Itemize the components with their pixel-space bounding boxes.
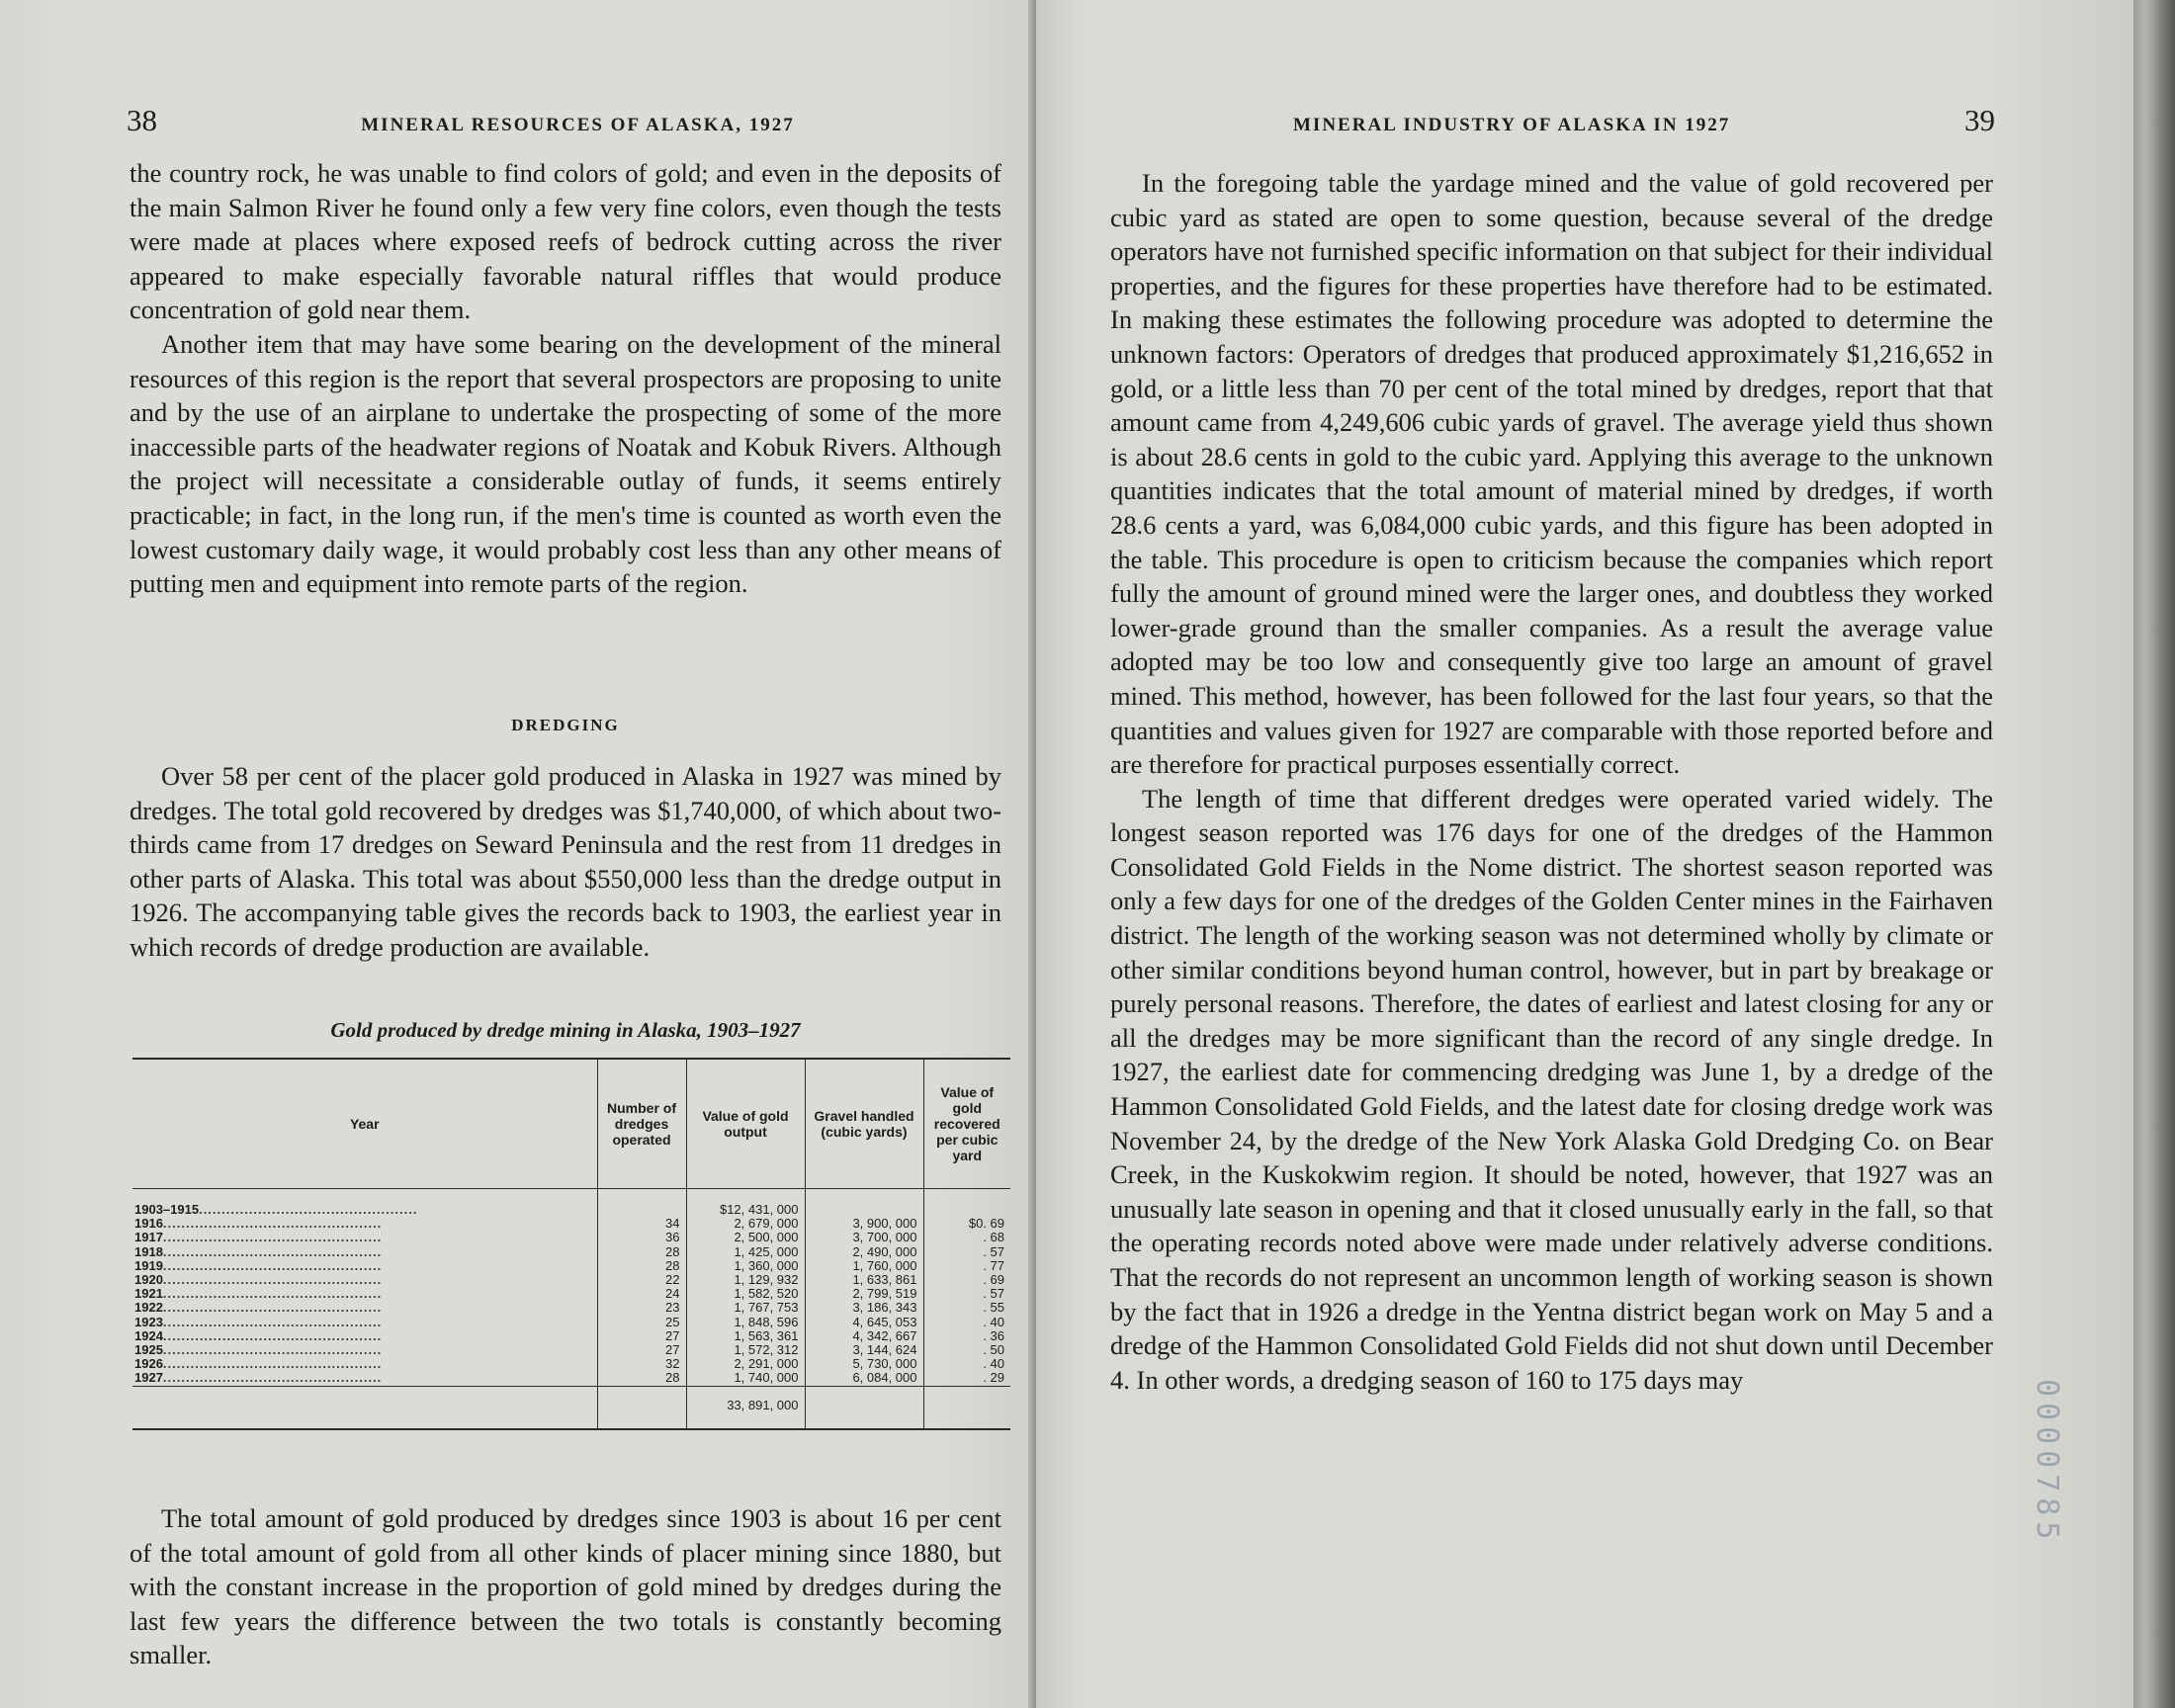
table-row (132, 1231, 1010, 1244)
table-caption: Gold produced by dredge mining in Alaska, 1903–1927 (330, 1018, 801, 1042)
table-cell: 36 (597, 1231, 686, 1244)
table-cell: $0. 69 (923, 1217, 1010, 1231)
table-cell: 1, 582, 520 (686, 1287, 805, 1301)
paragraph: the country rock, he was unable to find colors of gold; and even in the deposits of the main Salmon River he found only a few very fine colors, even though the tests were made at places where exposed reefs of bedrock cutting across the river appeared to make especially favorable natural riffles that would produce concentration of gold near them. (130, 158, 1001, 325)
table-cell: 1918................................................ (134, 1243, 383, 1259)
table-row (132, 1371, 1010, 1386)
table-cell: 27 (597, 1329, 686, 1343)
table-cell: 2, 490, 000 (805, 1245, 923, 1259)
table-row (132, 1287, 1010, 1301)
table-header-row (132, 1059, 1010, 1189)
table-cell: 1923................................................ (134, 1314, 383, 1329)
table-cell: 1916................................................ (134, 1216, 383, 1232)
table-cell: . 40 (923, 1316, 1010, 1329)
table-cell (597, 1189, 686, 1218)
table-cell: 4, 645, 053 (805, 1316, 923, 1329)
right-running-head (1234, 103, 1995, 142)
paragraph: Over 58 per cent of the placer gold produced in Alaska in 1927 was mined by dredges. The total gold recovered by dredges was $1,740,000, of which about two-thirds came from 17 dredges on Seward Peninsula and the rest from 11 dredges in other parts of Alaska. This total was about $550,000 less than the dredge output in 1926. The accompanying table gives the records back to 1903, the earliest year in which records of dredge production are available. (130, 761, 1001, 962)
header-dredges: Number of dredges operated (597, 1059, 686, 1189)
table-cell: 1927................................................ (134, 1370, 383, 1386)
paragraph: The length of time that different dredges were operated varied widely. The longest season reported was 176 days for one of the dredges of the Hammon Consolidated Gold Fields in the Nome district. The shortest season reported was only a few days for one of the dredges of the Golden Center mines in the Fairhaven district. The length of the working season was not determined wholly by climate or other similar conditions beyond human control, however, but in part by breakage or purely personal reasons. Therefore, the dates of earliest and latest closing for any or all the dredges may be more significant than the record of any single dredge. In 1927, the earliest date for commencing dredging was June 1, by a dredge of the Hammon Consolidated Gold Fields, and the latest date for closing dredge work was November 24, by the dredge of the New York Alaska Gold Dredging Co. on Bear Creek, in the Kuskokwim region. It should be noted, however, that 1927 was an unusually late season in opening and that it closed unusually early in the fall, so that the operating records noted above were made under relatively adverse conditions. That the records do not represent an uncommon length of working season is shown by the fact that in 1926 a dredge in the Yentna district began work on May 5 and a dredge of the Hammon Consolidated Gold Fields did not shut down until December 4. In other words, a dredging season of 160 to 175 days may (1110, 783, 1993, 1395)
left-running-title: MINERAL RESOURCES OF ALASKA, 1927 (361, 115, 795, 135)
paragraph: Another item that may have some bearing on the development of the mineral resources of this region is the report that several prospectors are proposing to unite and by the use of an airplane to undertake the prospecting of some of the more inaccessible parts of the headwater regions of Noatak and Kobuk Rivers. Although the project will necessitate a considerable outlay of funds, it seems entirely practicable; in fact, in the long run, if the men's time is counted as worth even the lowest customary daily wage, it would probably cost less than any other means of putting men and equipment into remote parts of the region. (130, 328, 1001, 599)
table-cell (597, 1386, 686, 1429)
dredging-text (130, 759, 1001, 965)
table-cell: 1, 425, 000 (686, 1245, 805, 1259)
table-cell: . 29 (923, 1371, 1010, 1386)
archive-stamp: 0000785 (2030, 1379, 2064, 1546)
table-cell: . 36 (923, 1329, 1010, 1343)
table-cell: 1920................................................ (134, 1272, 383, 1288)
table-cell: 3, 900, 000 (805, 1217, 923, 1231)
table-row (132, 1273, 1010, 1287)
table-cell: 1921................................................ (134, 1286, 383, 1302)
table-row (132, 1301, 1010, 1315)
table-cell: . 40 (923, 1357, 1010, 1371)
right-running-title: MINERAL INDUSTRY OF ALASKA IN 1927 (1293, 115, 1731, 135)
table-cell: 5, 730, 000 (805, 1357, 923, 1371)
table-cell: 1, 760, 000 (805, 1259, 923, 1273)
table-cell: . 57 (923, 1245, 1010, 1259)
header-year: Year (132, 1059, 597, 1189)
table-row (132, 1343, 1010, 1357)
table-cell (805, 1189, 923, 1218)
right-page-number: 39 (1964, 103, 1995, 137)
table-total-row (132, 1386, 1010, 1429)
table-cell: . 57 (923, 1287, 1010, 1301)
table-cell: 1, 848, 596 (686, 1316, 805, 1329)
table-row (132, 1245, 1010, 1259)
left-running-head (127, 103, 999, 142)
table-cell: 1, 633, 861 (805, 1273, 923, 1287)
table-cell: 2, 500, 000 (686, 1231, 805, 1244)
table-cell (805, 1386, 923, 1429)
table-cell: . 68 (923, 1231, 1010, 1244)
table-row (132, 1259, 1010, 1273)
table-cell: 6, 084, 000 (805, 1371, 923, 1386)
table-cell: . 55 (923, 1301, 1010, 1315)
table-cell: 1, 767, 753 (686, 1301, 805, 1315)
left-body-text (130, 156, 1001, 601)
dredge-table (132, 1058, 1010, 1430)
left-page-number: 38 (127, 103, 157, 137)
table-cell: 3, 700, 000 (805, 1231, 923, 1244)
table-cell: 1, 563, 361 (686, 1329, 805, 1343)
table-cell (923, 1386, 1010, 1429)
table-cell: 2, 679, 000 (686, 1217, 805, 1231)
table-cell (923, 1189, 1010, 1218)
table-cell: 23 (597, 1301, 686, 1315)
paragraph: The total amount of gold produced by dredges since 1903 is about 16 per cent of the total amount of gold from all other kinds of placer mining since 1880, but with the constant increase in the proportion of gold mined by dredges during the last few years the difference between the two totals is constantly becoming smaller. (130, 1503, 1001, 1670)
table-cell: 32 (597, 1357, 686, 1371)
table-cell: 1, 360, 000 (686, 1259, 805, 1273)
table-cell: 33, 891, 000 (686, 1386, 805, 1429)
table-cell: $12, 431, 000 (686, 1189, 805, 1218)
table-cell (132, 1386, 597, 1429)
section-heading: DREDGING (511, 716, 620, 734)
table-cell: 1924................................................ (134, 1327, 383, 1343)
table-cell: 4, 342, 667 (805, 1329, 923, 1343)
table-cell: 1, 129, 932 (686, 1273, 805, 1287)
table-cell: . 50 (923, 1343, 1010, 1357)
table-cell: . 69 (923, 1273, 1010, 1287)
table-row (132, 1357, 1010, 1371)
table-row (132, 1329, 1010, 1343)
table-cell: 34 (597, 1217, 686, 1231)
table-row (132, 1316, 1010, 1329)
table-cell: 25 (597, 1316, 686, 1329)
table-cell: 1919................................................ (134, 1257, 383, 1273)
table-cell: 22 (597, 1273, 686, 1287)
closing-text (130, 1501, 1001, 1672)
page-edge (2133, 0, 2175, 1708)
table-cell: 3, 186, 343 (805, 1301, 923, 1315)
table-cell: 28 (597, 1245, 686, 1259)
right-body-text (1110, 166, 1993, 1397)
table-cell: 1, 740, 000 (686, 1371, 805, 1386)
table-cell: 1925................................................ (134, 1342, 383, 1358)
table-row (132, 1189, 1010, 1218)
table-cell: 28 (597, 1371, 686, 1386)
table-cell: 1917................................................ (134, 1230, 383, 1245)
table-cell: 24 (597, 1287, 686, 1301)
table-body (132, 1189, 1010, 1429)
table-cell: 3, 144, 624 (805, 1343, 923, 1357)
left-page (0, 0, 1036, 1708)
header-value: Value of gold output (686, 1059, 805, 1189)
table-cell: 2, 799, 519 (805, 1287, 923, 1301)
table-cell: 28 (597, 1259, 686, 1273)
right-page (1036, 0, 2133, 1708)
table-cell: 1922................................................ (134, 1300, 383, 1316)
table-cell: 2, 291, 000 (686, 1357, 805, 1371)
header-value-per-yard: Value of gold recovered per cubic yard (923, 1059, 1010, 1189)
header-gravel: Gravel handled (cubic yards) (805, 1059, 923, 1189)
table-cell: 27 (597, 1343, 686, 1357)
table-cell: 1, 572, 312 (686, 1343, 805, 1357)
paragraph: In the foregoing table the yardage mined and the value of gold recovered per cubic yard as stated are open to some question, because several of the dredge operators have not furnished specific information on that subject for their individual properties, and the figures for these properties have therefore had to be estimated. In making these estimates the following procedure was adopted to determine the unknown factors: Operators of dredges that produced approximately $1,216,652 in gold, or a little less than 70 per cent of the total mined by dredges, report that that amount came from 4,249,606 cubic yards of gravel. The average yield thus shown is about 28.6 cents in gold to the cubic yard. Applying this average to the unknown quantities indicates that the total amount of material mined by dredges, if worth 28.6 cents a yard, was 6,084,000 cubic yards, and this figure has been adopted in the table. This procedure is open to criticism because the companies which report fully the amount of ground mined were the larger ones, and doubtless they worked lower-grade ground than the smaller companies. As a result the average value adopted may be too low and consequently give too large an amount of gravel mined. This method, however, has been followed for the last four years, so that the quantities and values given for 1927 are comparable with those reported before and are therefore for practical purposes essentially correct. (1110, 168, 1993, 780)
table-row (132, 1217, 1010, 1231)
table-cell: 1926................................................ (134, 1356, 383, 1372)
table-cell: . 77 (923, 1259, 1010, 1273)
table-cell: 1903–1915................................................ (134, 1202, 418, 1217)
